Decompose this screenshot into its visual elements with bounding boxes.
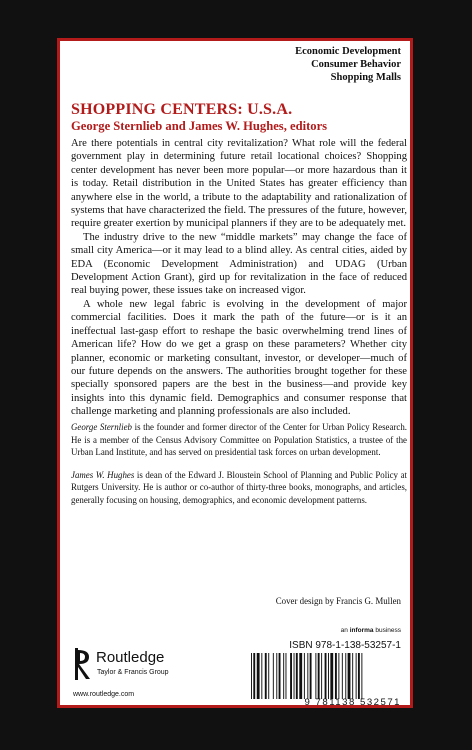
barcode-bar bbox=[304, 653, 305, 699]
barcode-bar bbox=[261, 653, 262, 699]
publisher-website: www.routledge.com bbox=[73, 691, 135, 698]
barcode-bar bbox=[321, 653, 322, 699]
bio-hughes-name: James W. Hughes bbox=[71, 469, 135, 480]
barcode-bar bbox=[276, 653, 277, 699]
barcode-bar bbox=[299, 653, 302, 699]
description bbox=[71, 137, 407, 419]
barcode-digits: 9 781138 532571 bbox=[304, 697, 401, 708]
barcode-bar bbox=[345, 653, 346, 699]
barcode-bar bbox=[338, 653, 339, 699]
book-editors: George Sternlieb and James W. Hughes, editors bbox=[71, 119, 328, 133]
barcode-bar bbox=[315, 653, 316, 699]
bio-sternlieb bbox=[71, 421, 407, 459]
description-paragraph-2: The industry drive to the new “middle markets” may change the face of small city America—or it may lead to a blind alley. As central cities, aided by EDA (Economic Development Administration) and UDAG (Urban Development Action Grant), gird up for revitalization in the face of reduced real buying power, these issues take on increased vigor. bbox=[71, 231, 407, 297]
barcode-bar bbox=[318, 653, 320, 699]
barcode-bar bbox=[273, 653, 274, 699]
barcode-bar bbox=[348, 653, 351, 699]
barcode-bar bbox=[342, 653, 343, 699]
barcode bbox=[249, 653, 401, 699]
isbn: ISBN 978-1-138-53257-1 bbox=[289, 640, 401, 651]
barcode-bar bbox=[268, 653, 269, 699]
subject-economic-development: Economic Development bbox=[295, 46, 401, 57]
barcode-bar bbox=[352, 653, 353, 699]
barcode-bar bbox=[251, 653, 252, 699]
barcode-bar bbox=[356, 653, 357, 699]
author-bios bbox=[71, 421, 407, 517]
description-paragraph-3: A whole new legal fabric is evolving in the development of major commercial facilities. Does it mark the path of the future—or is it an ineffectual last-gasp effort to reshape the basic overwhelming trend lines of American life? How do we get a grasp on these parameters? Whether city planner, economic or marketing consultant, investor, or developer—much of our future depends on the answers. The authorities brought together for these specially sponsored papers are the best in the business—and provide key insights into this dynamic field. Demographics and consumer response that challenge marketing and planning professionals are also included. bbox=[71, 298, 407, 418]
barcode-bar bbox=[294, 653, 295, 699]
informa-business-line bbox=[341, 627, 401, 634]
barcode-bar bbox=[283, 653, 284, 699]
barcode-bar bbox=[361, 653, 362, 699]
barcode-bar bbox=[310, 653, 312, 699]
subject-shopping-malls: Shopping Malls bbox=[330, 72, 401, 83]
description-paragraph-1: Are there potentials in central city revitalization? What role will the federal government play in determining future retail locational choices? Shopping center development has never been more popular—or more hazardous than it is today. Retail distribution in the United States has greater efficiency than anywhere else in the world, a tribute to the adaptability and rationalization of systems that have characterized the field. The pressures of the future, however, require greater exertion by municipal planners if they are to be adequately met. bbox=[71, 138, 407, 230]
barcode-bar bbox=[286, 653, 287, 699]
content-panel bbox=[57, 38, 413, 708]
barcode-bar bbox=[279, 653, 281, 699]
bio-sternlieb-text: is the founder and former director of the Center for Urban Policy Research. He is a member of the Census Advisory Committee on Population Statistics, a trustee of the Urban Land Institute, and has served on presidential task forces on urban development. bbox=[71, 422, 407, 458]
bio-sternlieb-name: George Sternlieb bbox=[71, 422, 132, 432]
barcode-bar bbox=[330, 653, 333, 699]
barcode-bar bbox=[307, 653, 308, 699]
barcode-bar bbox=[358, 653, 360, 699]
barcode-bar bbox=[290, 653, 292, 699]
publisher-group: Taylor & Francis Group bbox=[97, 669, 169, 676]
barcode-bar bbox=[335, 653, 337, 699]
subject-categories bbox=[295, 45, 401, 84]
barcode-bar bbox=[325, 653, 327, 699]
barcode-bar bbox=[257, 653, 260, 699]
barcode-bar bbox=[253, 653, 255, 699]
cover-credit: Cover design by Francis G. Mullen bbox=[275, 596, 401, 606]
subject-consumer-behavior: Consumer Behavior bbox=[311, 59, 401, 70]
bio-hughes-text: is dean of the Edward J. Bloustein School of Planning and Public Policy at Rutgers University. He is author or co-author of thirty-three books, monographs, and articles, generally focusing on housing, demographics, and economic development patterns. bbox=[71, 469, 407, 505]
bio-hughes bbox=[71, 469, 407, 507]
routledge-logo-icon bbox=[74, 647, 92, 681]
barcode-bar bbox=[296, 653, 298, 699]
publisher-name: Routledge bbox=[96, 649, 165, 666]
book-title: SHOPPING CENTERS: U.S.A. bbox=[71, 101, 293, 118]
informa-prefix: an bbox=[340, 627, 350, 634]
barcode-bar bbox=[265, 653, 267, 699]
barcode-bar bbox=[328, 653, 329, 699]
informa-brand: informa bbox=[349, 627, 374, 634]
informa-suffix: business bbox=[373, 627, 401, 634]
